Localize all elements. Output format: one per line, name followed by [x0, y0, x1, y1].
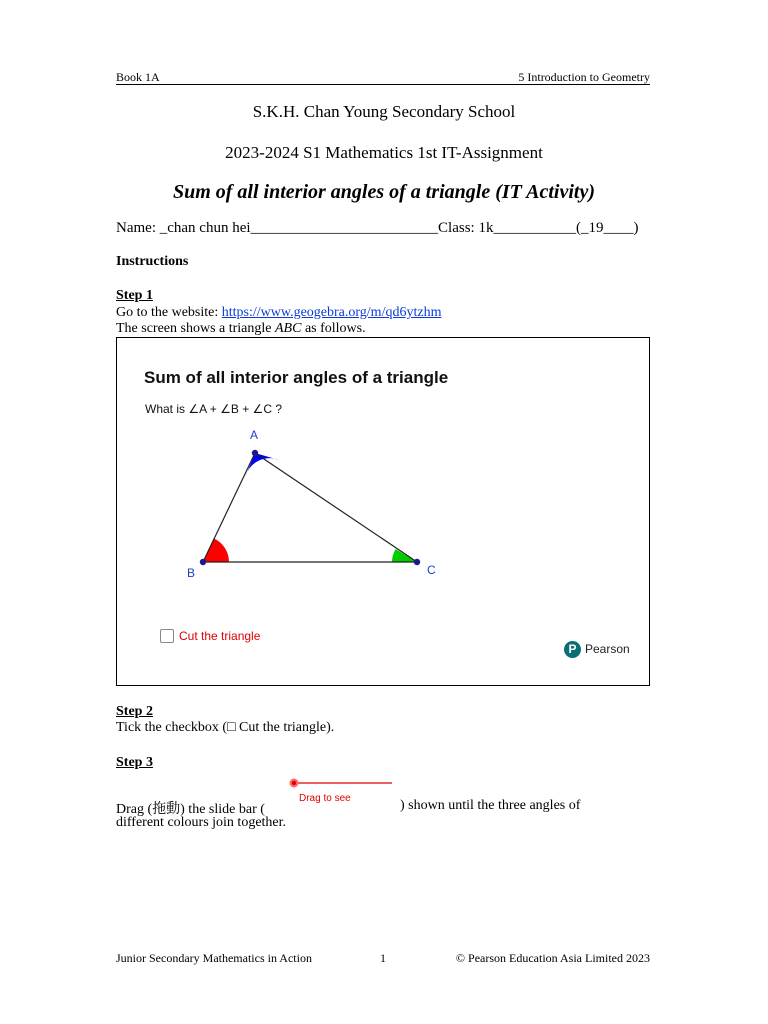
pearson-logo-icon: P — [564, 641, 581, 658]
edge-ab — [203, 453, 255, 562]
vertex-a-label: A — [250, 428, 259, 442]
vertex-a-point[interactable] — [252, 450, 258, 456]
step3-heading: Step 3 — [116, 755, 153, 770]
header-book: Book 1A — [116, 70, 160, 84]
header-divider — [116, 84, 650, 85]
footer-page-number: 1 — [380, 951, 386, 965]
figure-question: What is ∠A + ∠B + ∠C ? — [145, 402, 282, 416]
angle-b-sector — [203, 538, 229, 562]
header-chapter: 5 Introduction to Geometry — [518, 70, 650, 84]
step3-text-suffix: ) shown until the three angles of — [400, 798, 581, 813]
vertex-b-label: B — [187, 566, 196, 580]
footer-copyright: © Pearson Education Asia Limited 2023 — [455, 951, 650, 965]
step3-text-prefix: Drag (拖動) the slide bar ( — [116, 802, 265, 817]
step1-website-prefix: Go to the website: — [116, 305, 222, 320]
triangle-name: ABC — [275, 321, 302, 336]
vertex-c-label: C — [427, 563, 436, 577]
vertex-c-point[interactable] — [414, 559, 420, 565]
instructions-heading: Instructions — [116, 254, 189, 269]
slider-label: Drag to see — [299, 793, 351, 804]
edge-ca — [255, 453, 417, 562]
step1-screen-suffix: as follows. — [301, 321, 366, 336]
angle-a-sector — [246, 453, 280, 476]
step1-screen-prefix: The screen shows a triangle — [116, 321, 275, 336]
pearson-logo-text: Pearson — [585, 642, 630, 656]
geogebra-figure — [116, 337, 650, 686]
footer-left: Junior Secondary Mathematics in Action — [116, 951, 312, 965]
document-title: Sum of all interior angles of a triangle (IT Activity) — [172, 181, 596, 203]
cut-triangle-checkbox[interactable] — [160, 629, 174, 643]
slider-track-icon[interactable] — [284, 776, 396, 792]
step3-text-line2: different colours join together. — [116, 815, 287, 830]
student-info-line: Name: _chan chun hei_________________________Class: 1k___________(_19____) — [116, 220, 639, 236]
cut-triangle-label[interactable]: Cut the triangle — [179, 629, 261, 643]
step2-heading: Step 2 — [116, 704, 153, 719]
school-name: S.K.H. Chan Young Secondary School — [252, 102, 516, 121]
step1-heading: Step 1 — [116, 288, 153, 303]
step2-text: Tick the checkbox (□ Cut the triangle). — [116, 720, 335, 735]
geogebra-link[interactable]: https://www.geogebra.org/m/qd6ytzhm — [221, 305, 442, 320]
vertex-b-point[interactable] — [200, 559, 206, 565]
course-title: 2023-2024 S1 Mathematics 1st IT-Assignment — [225, 143, 543, 162]
step1-screen-line — [116, 321, 366, 337]
step1-website-line — [116, 305, 441, 321]
figure-title: Sum of all interior angles of a triangle — [144, 368, 449, 387]
